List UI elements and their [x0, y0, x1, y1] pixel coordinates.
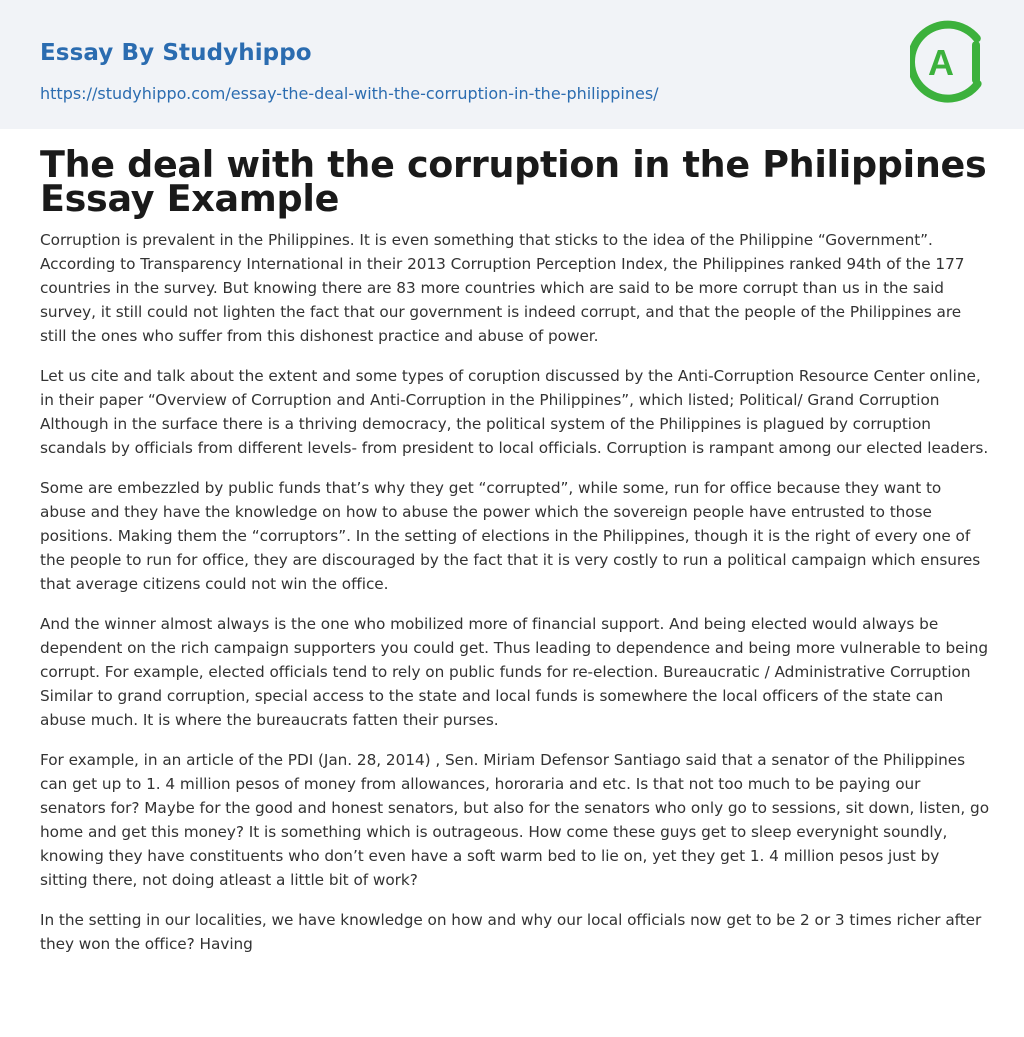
paragraph: For example, in an article of the PDI (Jan. 28, 2014) , Sen. Miriam Defensor Santiago said that a senator of the Philippines can get up to 1. 4 million pesos of money from allowances, hororaria and etc. Is that not too much to be paying our senators for? Maybe for the good and honest senators, but also for the senators who only go to sessions, sit down, listen, go home and get this money? It is something which is outrageous. How come these guys get to sleep everynight soundly, knowing they have constituents who don’t even have a soft warm bed to lie on, yet they get 1. 4 million pesos just by sitting there, not doing atleast a little bit of work? [40, 751, 990, 889]
article-body [40, 143, 990, 972]
paragraph: And the winner almost always is the one who mobilized more of financial support. And being elected would always be dependent on the rich campaign supporters you could get. Thus leading to dependence and being more vulnerable to being corrupt. For example, elected officials tend to rely on public funds for re-election. Bureaucratic / Administrative Corruption Similar to grand corruption, special access to the state and local funds is somewhere the local officers of the state can abuse much. It is where the bureaucrats fatten their purses. [40, 615, 988, 729]
paragraph: Some are embezzled by public funds that’s why they get “corrupted”, while some, run for office because they want to abuse and they have the knowledge on how to abuse the power which the sovereign people have entrusted to those positions. Making them the “corruptors”. In the setting of elections in the Philippines, though it is the right of every one of the people to run for office, they are discouraged by the fact that it is very costly to run a political campaign which ensures that average citizens could not win the office. [40, 479, 981, 593]
page-title: The deal with the corruption in the Philippines Essay Example [40, 143, 987, 220]
paragraph: In the setting in our localities, we have knowledge on how and why our local officials now get to be 2 or 3 times richer after they won the office? Having [40, 911, 982, 953]
site-name[interactable]: Essay By Studyhippo [40, 40, 312, 66]
paragraph: Corruption is prevalent in the Philippines. It is even something that sticks to the idea of the Philippine “Government”. According to Transparency International in their 2013 Corruption Perception Index, the Philippines ranked 94th of the 177 countries in the survey. But knowing there are 83 more countries which are said to be more corrupt than us in the said survey, it still could not lighten the fact that our government is indeed corrupt, and that the people of the Philippines are still the ones who suffer from this dishonest practice and abuse of power. [40, 231, 965, 345]
site-header [0, 0, 1024, 129]
logo-letter: A [928, 42, 954, 83]
logo-icon[interactable] [910, 18, 990, 106]
paragraph: Let us cite and talk about the extent and some types of coruption discussed by the Anti-Corruption Resource Center online, in their paper “Overview of Corruption and Anti-Corruption in the Philippines”, which listed; Political/ Grand Corruption Although in the surface there is a thriving democracy, the political system of the Philippines is plagued by corruption scandals by officials from different levels- from president to local officials. Corruption is rampant among our elected leaders. [40, 367, 989, 457]
page-url-link[interactable]: https://studyhippo.com/essay-the-deal-with-the-corruption-in-the-philippines/ [40, 84, 659, 103]
